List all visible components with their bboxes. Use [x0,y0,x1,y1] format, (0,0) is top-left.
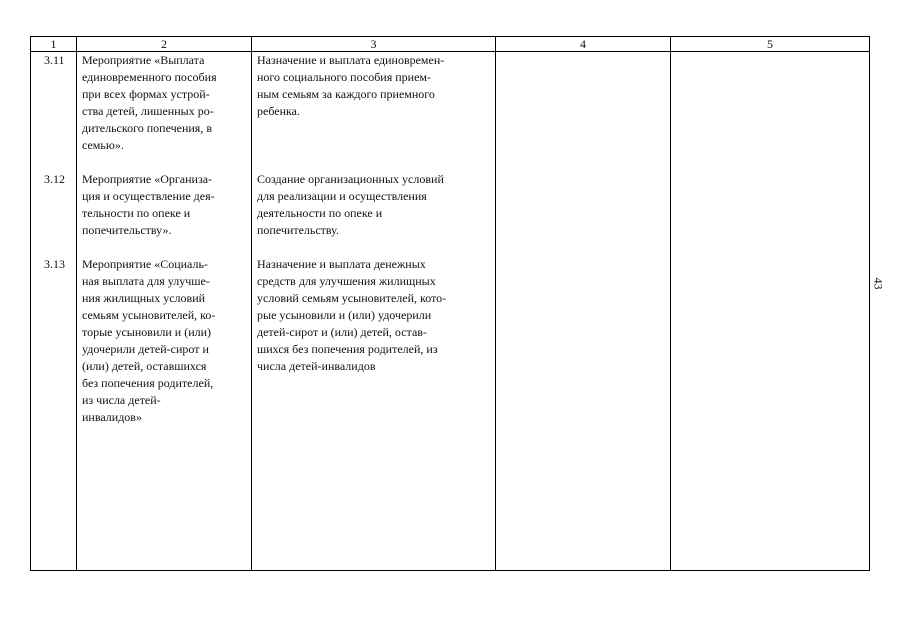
row-number: 3.12 [31,171,77,256]
column-header-2: 2 [77,37,252,52]
description-cell: Создание организационных условий для реализации и осуществления деятельности по опеке и попечительству. [252,171,496,256]
table-row-3-13 [31,256,870,571]
table-header-row [31,37,870,52]
table-row-3-11 [31,52,870,171]
row-number: 3.11 [31,52,77,171]
activity-cell: Мероприятие «Организа- ция и осуществление дея- тельности по опеке и попечительству». [77,171,252,256]
column-5-cell [671,52,870,171]
column-header-3: 3 [252,37,496,52]
description-cell: Назначение и выплата денежных средств для улучшения жилищных условий семьям усыновителей, кото- рые усыновили и (или) удочерили детей-сирот и (или) детей, остав- шихся без попечения родителей, из числа детей-инвалидов [252,256,496,571]
column-header-4: 4 [496,37,671,52]
activity-cell: Мероприятие «Социаль- ная выплата для улучше- ния жилищных условий семьям усыновителей, ко- торые усыновили и (или) удочерили детей-сирот и (или) детей, оставшихся без попечения родителей, из числа детей- инвалидов» [77,256,252,571]
column-5-cell [671,171,870,256]
column-header-1: 1 [31,37,77,52]
column-header-5: 5 [671,37,870,52]
column-5-cell [671,256,870,571]
row-number: 3.13 [31,256,77,571]
column-4-cell [496,52,671,171]
column-4-cell [496,171,671,256]
description-cell: Назначение и выплата единовремен- ного социального пособия прием- ным семьям за каждого приемного ребенка. [252,52,496,171]
table-row-3-12 [31,171,870,256]
activity-cell: Мероприятие «Выплата единовременного пособия при всех формах устрой- ства детей, лишенных ро- дительского попечения, в семью». [77,52,252,171]
measures-table [30,36,870,571]
column-4-cell [496,256,671,571]
page-number: 43 [871,277,886,290]
